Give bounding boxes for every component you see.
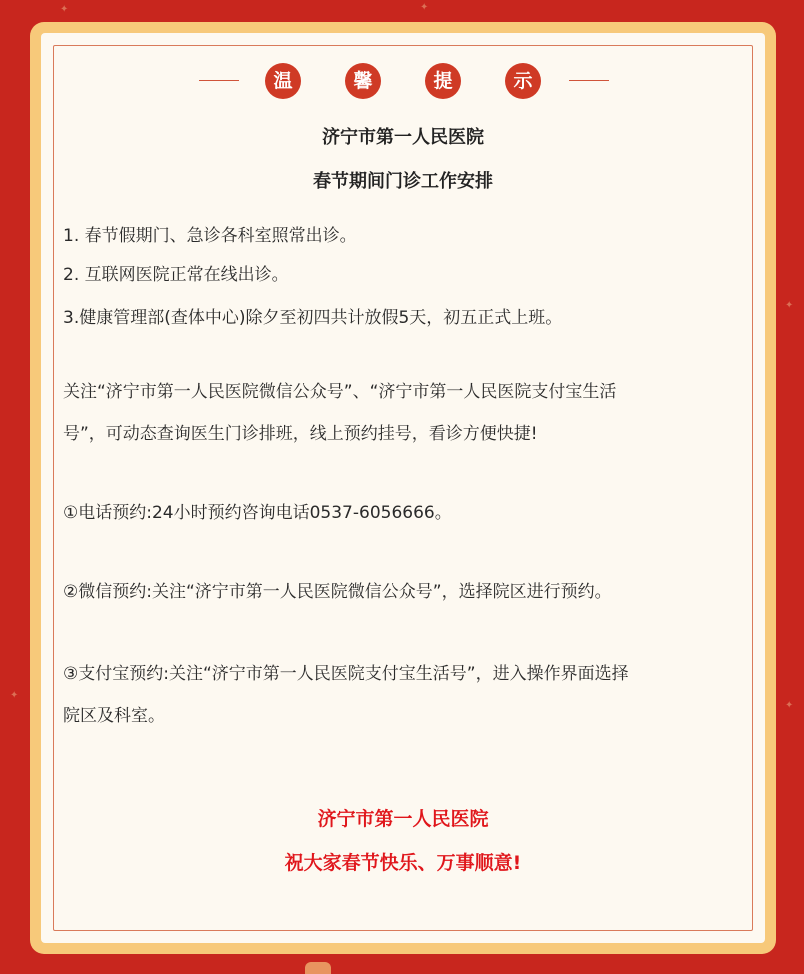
sparkle-icon: ✦ bbox=[10, 690, 19, 701]
sparkle-icon: ✦ bbox=[785, 300, 794, 311]
notice-card bbox=[41, 33, 765, 943]
phone-booking: ①电话预约:24小时预约咨询电话0537-6056666。 bbox=[63, 503, 452, 523]
title-char-3: 提 bbox=[425, 63, 461, 99]
wechat-booking: ②微信预约:关注“济宁市第一人民医院微信公众号”，选择院区进行预约。 bbox=[63, 582, 612, 602]
title-row bbox=[41, 63, 765, 99]
schedule-heading: 春节期间门诊工作安排 bbox=[313, 171, 493, 192]
schedule-item-2: 2. 互联网医院正常在线出诊。 bbox=[63, 265, 289, 285]
footer-greeting: 祝大家春节快乐、万事顺意! bbox=[284, 852, 522, 874]
alipay-booking-line-1: ③支付宝预约:关注“济宁市第一人民医院支付宝生活号”，进入操作界面选择 bbox=[63, 664, 629, 684]
sparkle-icon: ✦ bbox=[420, 2, 429, 13]
title-left-line bbox=[199, 80, 239, 81]
footer-hospital-name: 济宁市第一人民医院 bbox=[317, 808, 489, 830]
notice-line-1: 关注“济宁市第一人民医院微信公众号”、“济宁市第一人民医院支付宝生活 bbox=[63, 382, 617, 402]
sparkle-icon: ✦ bbox=[60, 4, 69, 15]
schedule-item-1: 1. 春节假期门、急诊各科室照常出诊。 bbox=[63, 226, 357, 246]
sparkle-icon: ✦ bbox=[785, 700, 794, 711]
title-char-1: 温 bbox=[265, 63, 301, 99]
title-char-4: 示 bbox=[505, 63, 541, 99]
title-right-line bbox=[569, 80, 609, 81]
schedule-item-3: 3.健康管理部(查体中心)除夕至初四共计放假5天，初五正式上班。 bbox=[63, 308, 563, 328]
bottom-decoration bbox=[305, 962, 331, 974]
alipay-booking-line-2: 院区及科室。 bbox=[63, 706, 165, 726]
title-char-2: 馨 bbox=[345, 63, 381, 99]
hospital-name-heading: 济宁市第一人民医院 bbox=[322, 127, 484, 148]
notice-line-2: 号”，可动态查询医生门诊排班，线上预约挂号，看诊方便快捷! bbox=[63, 424, 538, 444]
